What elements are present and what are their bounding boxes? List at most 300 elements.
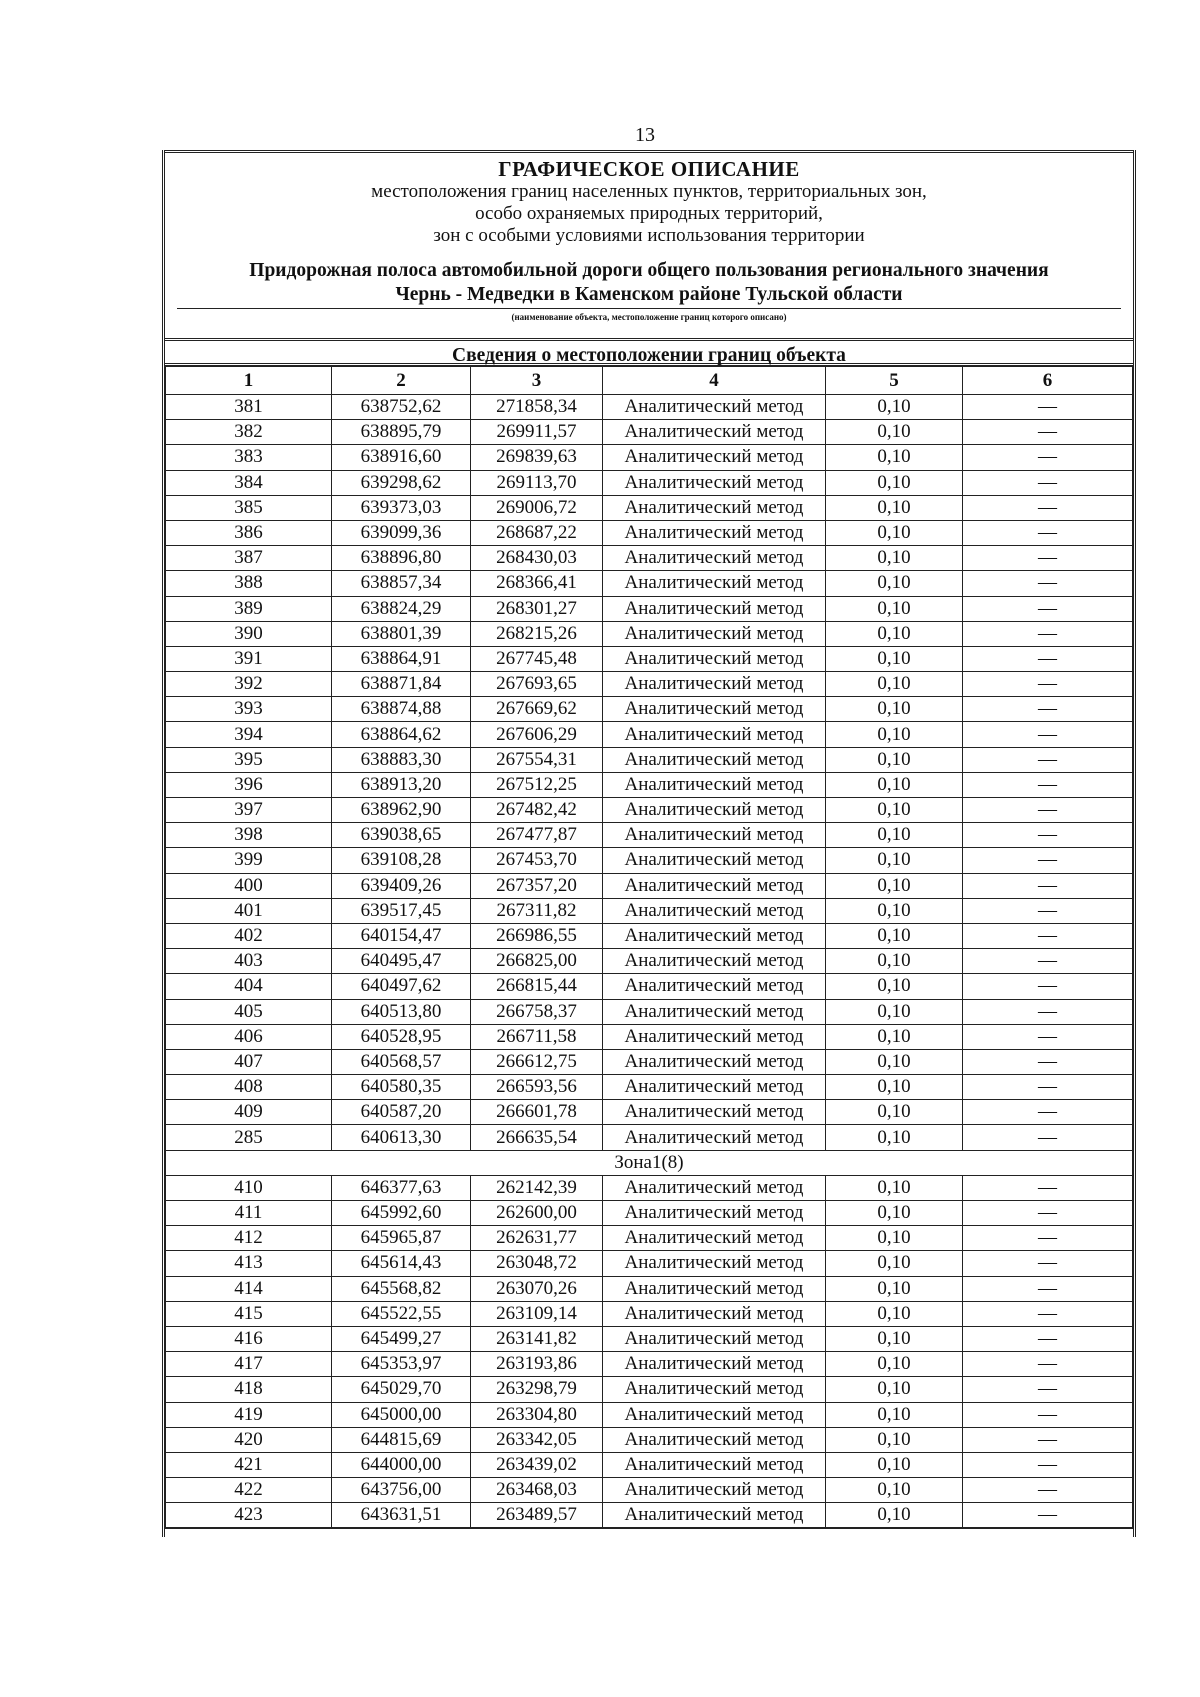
y-coordinate-cell: 263298,79 bbox=[471, 1377, 603, 1402]
table-row bbox=[166, 470, 1133, 495]
page-number: 13 bbox=[635, 124, 655, 146]
y-coordinate-cell: 269839,63 bbox=[471, 445, 603, 470]
method-cell: Аналитический метод bbox=[603, 495, 826, 520]
x-coordinate-cell: 638895,79 bbox=[332, 420, 471, 445]
x-coordinate-cell: 645029,70 bbox=[332, 1377, 471, 1402]
column-header: 1 bbox=[166, 367, 332, 395]
table-row bbox=[166, 1049, 1133, 1074]
description-cell: — bbox=[963, 495, 1133, 520]
method-cell: Аналитический метод bbox=[603, 1251, 826, 1276]
table-row bbox=[166, 1100, 1133, 1125]
accuracy-cell: 0,10 bbox=[826, 571, 963, 596]
table-row bbox=[166, 1427, 1133, 1452]
y-coordinate-cell: 266825,00 bbox=[471, 949, 603, 974]
point-number-cell: 412 bbox=[166, 1226, 332, 1251]
point-number-cell: 408 bbox=[166, 1075, 332, 1100]
x-coordinate-cell: 639409,26 bbox=[332, 873, 471, 898]
method-cell: Аналитический метод bbox=[603, 1226, 826, 1251]
table-body bbox=[166, 395, 1133, 1528]
accuracy-cell: 0,10 bbox=[826, 1251, 963, 1276]
x-coordinate-cell: 638752,62 bbox=[332, 395, 471, 420]
y-coordinate-cell: 267477,87 bbox=[471, 823, 603, 848]
column-header: 4 bbox=[603, 367, 826, 395]
point-number-cell: 419 bbox=[166, 1402, 332, 1427]
method-cell: Аналитический метод bbox=[603, 823, 826, 848]
method-cell: Аналитический метод bbox=[603, 1301, 826, 1326]
accuracy-cell: 0,10 bbox=[826, 470, 963, 495]
accuracy-cell: 0,10 bbox=[826, 1201, 963, 1226]
description-cell: — bbox=[963, 1478, 1133, 1503]
y-coordinate-cell: 266601,78 bbox=[471, 1100, 603, 1125]
point-number-cell: 415 bbox=[166, 1301, 332, 1326]
table-row bbox=[166, 672, 1133, 697]
description-cell: — bbox=[963, 1352, 1133, 1377]
x-coordinate-cell: 644000,00 bbox=[332, 1452, 471, 1477]
table-row bbox=[166, 923, 1133, 948]
table-row bbox=[166, 1276, 1133, 1301]
y-coordinate-cell: 263342,05 bbox=[471, 1427, 603, 1452]
table-row bbox=[166, 999, 1133, 1024]
y-coordinate-cell: 267669,62 bbox=[471, 697, 603, 722]
description-cell: — bbox=[963, 949, 1133, 974]
accuracy-cell: 0,10 bbox=[826, 1276, 963, 1301]
point-number-cell: 397 bbox=[166, 798, 332, 823]
accuracy-cell: 0,10 bbox=[826, 1478, 963, 1503]
x-coordinate-cell: 638871,84 bbox=[332, 672, 471, 697]
method-cell: Аналитический метод bbox=[603, 470, 826, 495]
point-number-cell: 381 bbox=[166, 395, 332, 420]
description-cell: — bbox=[963, 445, 1133, 470]
document-title: ГРАФИЧЕСКОЕ ОПИСАНИЕ bbox=[498, 157, 800, 181]
accuracy-cell: 0,10 bbox=[826, 823, 963, 848]
x-coordinate-cell: 638857,34 bbox=[332, 571, 471, 596]
method-cell: Аналитический метод bbox=[603, 1075, 826, 1100]
table-row bbox=[166, 1024, 1133, 1049]
accuracy-cell: 0,10 bbox=[826, 420, 963, 445]
y-coordinate-cell: 263048,72 bbox=[471, 1251, 603, 1276]
method-cell: Аналитический метод bbox=[603, 571, 826, 596]
y-coordinate-cell: 267554,31 bbox=[471, 747, 603, 772]
object-name-line-1: Придорожная полоса автомобильной дороги общего пользования регионального значения bbox=[249, 260, 1049, 281]
object-name-line-2: Чернь - Медведки в Каменском районе Тульской области bbox=[395, 284, 903, 305]
table-header-row bbox=[166, 367, 1133, 395]
y-coordinate-cell: 262600,00 bbox=[471, 1201, 603, 1226]
method-cell: Аналитический метод bbox=[603, 646, 826, 671]
x-coordinate-cell: 645992,60 bbox=[332, 1201, 471, 1226]
description-cell: — bbox=[963, 1503, 1133, 1528]
point-number-cell: 398 bbox=[166, 823, 332, 848]
x-coordinate-cell: 640568,57 bbox=[332, 1049, 471, 1074]
description-cell: — bbox=[963, 470, 1133, 495]
description-cell: — bbox=[963, 520, 1133, 545]
accuracy-cell: 0,10 bbox=[826, 697, 963, 722]
accuracy-cell: 0,10 bbox=[826, 445, 963, 470]
method-cell: Аналитический метод bbox=[603, 1049, 826, 1074]
y-coordinate-cell: 267357,20 bbox=[471, 873, 603, 898]
method-cell: Аналитический метод bbox=[603, 772, 826, 797]
y-coordinate-cell: 267693,65 bbox=[471, 672, 603, 697]
method-cell: Аналитический метод bbox=[603, 546, 826, 571]
zone-row bbox=[166, 1150, 1133, 1175]
y-coordinate-cell: 267512,25 bbox=[471, 772, 603, 797]
method-cell: Аналитический метод bbox=[603, 999, 826, 1024]
y-coordinate-cell: 269113,70 bbox=[471, 470, 603, 495]
y-coordinate-cell: 266711,58 bbox=[471, 1024, 603, 1049]
description-cell: — bbox=[963, 848, 1133, 873]
point-number-cell: 388 bbox=[166, 571, 332, 596]
y-coordinate-cell: 263489,57 bbox=[471, 1503, 603, 1528]
y-coordinate-cell: 263439,02 bbox=[471, 1452, 603, 1477]
point-number-cell: 400 bbox=[166, 873, 332, 898]
method-cell: Аналитический метод bbox=[603, 596, 826, 621]
point-number-cell: 416 bbox=[166, 1326, 332, 1351]
description-cell: — bbox=[963, 1100, 1133, 1125]
table-row bbox=[166, 974, 1133, 999]
accuracy-cell: 0,10 bbox=[826, 672, 963, 697]
point-number-cell: 387 bbox=[166, 546, 332, 571]
point-number-cell: 405 bbox=[166, 999, 332, 1024]
y-coordinate-cell: 267311,82 bbox=[471, 898, 603, 923]
point-number-cell: 386 bbox=[166, 520, 332, 545]
y-coordinate-cell: 263070,26 bbox=[471, 1276, 603, 1301]
accuracy-cell: 0,10 bbox=[826, 1402, 963, 1427]
point-number-cell: 392 bbox=[166, 672, 332, 697]
point-number-cell: 422 bbox=[166, 1478, 332, 1503]
method-cell: Аналитический метод bbox=[603, 621, 826, 646]
table-row bbox=[166, 848, 1133, 873]
description-cell: — bbox=[963, 1175, 1133, 1200]
y-coordinate-cell: 262631,77 bbox=[471, 1226, 603, 1251]
table-row bbox=[166, 1125, 1133, 1150]
y-coordinate-cell: 269006,72 bbox=[471, 495, 603, 520]
description-cell: — bbox=[963, 420, 1133, 445]
x-coordinate-cell: 645499,27 bbox=[332, 1326, 471, 1351]
x-coordinate-cell: 639038,65 bbox=[332, 823, 471, 848]
table-row bbox=[166, 747, 1133, 772]
accuracy-cell: 0,10 bbox=[826, 1075, 963, 1100]
y-coordinate-cell: 267745,48 bbox=[471, 646, 603, 671]
method-cell: Аналитический метод bbox=[603, 1352, 826, 1377]
table-row bbox=[166, 949, 1133, 974]
y-coordinate-cell: 267606,29 bbox=[471, 722, 603, 747]
accuracy-cell: 0,10 bbox=[826, 495, 963, 520]
x-coordinate-cell: 640613,30 bbox=[332, 1125, 471, 1150]
method-cell: Аналитический метод bbox=[603, 420, 826, 445]
accuracy-cell: 0,10 bbox=[826, 722, 963, 747]
x-coordinate-cell: 644815,69 bbox=[332, 1427, 471, 1452]
point-number-cell: 393 bbox=[166, 697, 332, 722]
table-row bbox=[166, 1503, 1133, 1528]
y-coordinate-cell: 263304,80 bbox=[471, 1402, 603, 1427]
y-coordinate-cell: 268366,41 bbox=[471, 571, 603, 596]
x-coordinate-cell: 639099,36 bbox=[332, 520, 471, 545]
table-row bbox=[166, 1377, 1133, 1402]
description-cell: — bbox=[963, 873, 1133, 898]
x-coordinate-cell: 645568,82 bbox=[332, 1276, 471, 1301]
point-number-cell: 382 bbox=[166, 420, 332, 445]
method-cell: Аналитический метод bbox=[603, 395, 826, 420]
y-coordinate-cell: 266758,37 bbox=[471, 999, 603, 1024]
point-number-cell: 401 bbox=[166, 898, 332, 923]
table-row bbox=[166, 772, 1133, 797]
table-row bbox=[166, 823, 1133, 848]
x-coordinate-cell: 640154,47 bbox=[332, 923, 471, 948]
description-cell: — bbox=[963, 747, 1133, 772]
x-coordinate-cell: 640513,80 bbox=[332, 999, 471, 1024]
y-coordinate-cell: 266986,55 bbox=[471, 923, 603, 948]
description-cell: — bbox=[963, 1427, 1133, 1452]
description-cell: — bbox=[963, 798, 1133, 823]
table-row bbox=[166, 621, 1133, 646]
point-number-cell: 285 bbox=[166, 1125, 332, 1150]
section-title: Сведения о местоположении границ объекта bbox=[165, 338, 1133, 366]
table-row bbox=[166, 1075, 1133, 1100]
x-coordinate-cell: 639373,03 bbox=[332, 495, 471, 520]
point-number-cell: 414 bbox=[166, 1276, 332, 1301]
method-cell: Аналитический метод bbox=[603, 1125, 826, 1150]
document-header bbox=[165, 150, 1133, 338]
x-coordinate-cell: 638962,90 bbox=[332, 798, 471, 823]
method-cell: Аналитический метод bbox=[603, 848, 826, 873]
point-number-cell: 418 bbox=[166, 1377, 332, 1402]
x-coordinate-cell: 638913,20 bbox=[332, 772, 471, 797]
x-coordinate-cell: 638896,80 bbox=[332, 546, 471, 571]
method-cell: Аналитический метод bbox=[603, 1201, 826, 1226]
accuracy-cell: 0,10 bbox=[826, 1503, 963, 1528]
method-cell: Аналитический метод bbox=[603, 1402, 826, 1427]
subtitle-line-1: местоположения границ населенных пунктов, территориальных зон, bbox=[371, 181, 927, 202]
table-row bbox=[166, 445, 1133, 470]
column-header: 3 bbox=[471, 367, 603, 395]
accuracy-cell: 0,10 bbox=[826, 873, 963, 898]
description-cell: — bbox=[963, 898, 1133, 923]
description-cell: — bbox=[963, 596, 1133, 621]
accuracy-cell: 0,10 bbox=[826, 1049, 963, 1074]
method-cell: Аналитический метод bbox=[603, 697, 826, 722]
y-coordinate-cell: 267453,70 bbox=[471, 848, 603, 873]
accuracy-cell: 0,10 bbox=[826, 923, 963, 948]
y-coordinate-cell: 269911,57 bbox=[471, 420, 603, 445]
x-coordinate-cell: 638824,29 bbox=[332, 596, 471, 621]
table-row bbox=[166, 596, 1133, 621]
bottom-rule bbox=[165, 1528, 1133, 1537]
table-row bbox=[166, 697, 1133, 722]
method-cell: Аналитический метод bbox=[603, 445, 826, 470]
method-cell: Аналитический метод bbox=[603, 974, 826, 999]
x-coordinate-cell: 638864,62 bbox=[332, 722, 471, 747]
x-coordinate-cell: 639517,45 bbox=[332, 898, 471, 923]
x-coordinate-cell: 639108,28 bbox=[332, 848, 471, 873]
accuracy-cell: 0,10 bbox=[826, 1427, 963, 1452]
description-cell: — bbox=[963, 546, 1133, 571]
y-coordinate-cell: 263193,86 bbox=[471, 1352, 603, 1377]
accuracy-cell: 0,10 bbox=[826, 621, 963, 646]
x-coordinate-cell: 640580,35 bbox=[332, 1075, 471, 1100]
method-cell: Аналитический метод bbox=[603, 923, 826, 948]
subtitle-line-2: особо охраняемых природных территорий, bbox=[475, 203, 823, 224]
table-row bbox=[166, 1251, 1133, 1276]
method-cell: Аналитический метод bbox=[603, 1175, 826, 1200]
description-cell: — bbox=[963, 1377, 1133, 1402]
x-coordinate-cell: 645353,97 bbox=[332, 1352, 471, 1377]
object-caption: (наименование объекта, местоположение границ которого описано) bbox=[511, 312, 787, 322]
accuracy-cell: 0,10 bbox=[826, 999, 963, 1024]
point-number-cell: 399 bbox=[166, 848, 332, 873]
point-number-cell: 389 bbox=[166, 596, 332, 621]
accuracy-cell: 0,10 bbox=[826, 1125, 963, 1150]
description-cell: — bbox=[963, 571, 1133, 596]
description-cell: — bbox=[963, 1402, 1133, 1427]
table-row bbox=[166, 571, 1133, 596]
y-coordinate-cell: 262142,39 bbox=[471, 1175, 603, 1200]
point-number-cell: 417 bbox=[166, 1352, 332, 1377]
point-number-cell: 411 bbox=[166, 1201, 332, 1226]
y-coordinate-cell: 266593,56 bbox=[471, 1075, 603, 1100]
accuracy-cell: 0,10 bbox=[826, 1301, 963, 1326]
x-coordinate-cell: 645000,00 bbox=[332, 1402, 471, 1427]
table-row bbox=[166, 1478, 1133, 1503]
point-number-cell: 410 bbox=[166, 1175, 332, 1200]
accuracy-cell: 0,10 bbox=[826, 1100, 963, 1125]
accuracy-cell: 0,10 bbox=[826, 949, 963, 974]
y-coordinate-cell: 267482,42 bbox=[471, 798, 603, 823]
description-cell: — bbox=[963, 974, 1133, 999]
x-coordinate-cell: 638864,91 bbox=[332, 646, 471, 671]
accuracy-cell: 0,10 bbox=[826, 596, 963, 621]
y-coordinate-cell: 271858,34 bbox=[471, 395, 603, 420]
point-number-cell: 403 bbox=[166, 949, 332, 974]
table-row bbox=[166, 1201, 1133, 1226]
accuracy-cell: 0,10 bbox=[826, 1024, 963, 1049]
table-row bbox=[166, 520, 1133, 545]
accuracy-cell: 0,10 bbox=[826, 848, 963, 873]
point-number-cell: 413 bbox=[166, 1251, 332, 1276]
method-cell: Аналитический метод bbox=[603, 898, 826, 923]
accuracy-cell: 0,10 bbox=[826, 1352, 963, 1377]
point-number-cell: 404 bbox=[166, 974, 332, 999]
method-cell: Аналитический метод bbox=[603, 747, 826, 772]
x-coordinate-cell: 638801,39 bbox=[332, 621, 471, 646]
description-cell: — bbox=[963, 772, 1133, 797]
table-row bbox=[166, 898, 1133, 923]
method-cell: Аналитический метод bbox=[603, 1427, 826, 1452]
point-number-cell: 409 bbox=[166, 1100, 332, 1125]
x-coordinate-cell: 645614,43 bbox=[332, 1251, 471, 1276]
description-cell: — bbox=[963, 1125, 1133, 1150]
method-cell: Аналитический метод bbox=[603, 1024, 826, 1049]
coordinates-table bbox=[165, 366, 1133, 1528]
description-cell: — bbox=[963, 1226, 1133, 1251]
table-row bbox=[166, 1301, 1133, 1326]
method-cell: Аналитический метод bbox=[603, 1452, 826, 1477]
description-cell: — bbox=[963, 1251, 1133, 1276]
x-coordinate-cell: 640587,20 bbox=[332, 1100, 471, 1125]
description-cell: — bbox=[963, 1201, 1133, 1226]
accuracy-cell: 0,10 bbox=[826, 1452, 963, 1477]
point-number-cell: 383 bbox=[166, 445, 332, 470]
accuracy-cell: 0,10 bbox=[826, 974, 963, 999]
point-number-cell: 394 bbox=[166, 722, 332, 747]
table-row bbox=[166, 1226, 1133, 1251]
description-cell: — bbox=[963, 1049, 1133, 1074]
method-cell: Аналитический метод bbox=[603, 949, 826, 974]
point-number-cell: 384 bbox=[166, 470, 332, 495]
column-header: 6 bbox=[963, 367, 1133, 395]
point-number-cell: 423 bbox=[166, 1503, 332, 1528]
accuracy-cell: 0,10 bbox=[826, 1226, 963, 1251]
y-coordinate-cell: 268215,26 bbox=[471, 621, 603, 646]
table-row bbox=[166, 546, 1133, 571]
zone-label: Зона1(8) bbox=[166, 1150, 1133, 1175]
y-coordinate-cell: 263109,14 bbox=[471, 1301, 603, 1326]
table-row bbox=[166, 1175, 1133, 1200]
description-cell: — bbox=[963, 1024, 1133, 1049]
table-row bbox=[166, 1326, 1133, 1351]
point-number-cell: 420 bbox=[166, 1427, 332, 1452]
method-cell: Аналитический метод bbox=[603, 1503, 826, 1528]
point-number-cell: 421 bbox=[166, 1452, 332, 1477]
description-cell: — bbox=[963, 395, 1133, 420]
description-cell: — bbox=[963, 823, 1133, 848]
table-row bbox=[166, 798, 1133, 823]
y-coordinate-cell: 263141,82 bbox=[471, 1326, 603, 1351]
table-row bbox=[166, 1452, 1133, 1477]
x-coordinate-cell: 639298,62 bbox=[332, 470, 471, 495]
point-number-cell: 406 bbox=[166, 1024, 332, 1049]
subtitle-line-3: зон с особыми условиями использования территории bbox=[433, 225, 865, 246]
y-coordinate-cell: 266815,44 bbox=[471, 974, 603, 999]
column-header: 2 bbox=[332, 367, 471, 395]
description-cell: — bbox=[963, 621, 1133, 646]
x-coordinate-cell: 638874,88 bbox=[332, 697, 471, 722]
accuracy-cell: 0,10 bbox=[826, 1326, 963, 1351]
table-row bbox=[166, 646, 1133, 671]
object-name-underline bbox=[177, 308, 1121, 309]
method-cell: Аналитический метод bbox=[603, 1377, 826, 1402]
description-cell: — bbox=[963, 697, 1133, 722]
table-row bbox=[166, 395, 1133, 420]
point-number-cell: 390 bbox=[166, 621, 332, 646]
method-cell: Аналитический метод bbox=[603, 520, 826, 545]
y-coordinate-cell: 268687,22 bbox=[471, 520, 603, 545]
x-coordinate-cell: 640497,62 bbox=[332, 974, 471, 999]
accuracy-cell: 0,10 bbox=[826, 1377, 963, 1402]
accuracy-cell: 0,10 bbox=[826, 546, 963, 571]
y-coordinate-cell: 268301,27 bbox=[471, 596, 603, 621]
description-cell: — bbox=[963, 672, 1133, 697]
x-coordinate-cell: 640528,95 bbox=[332, 1024, 471, 1049]
x-coordinate-cell: 638916,60 bbox=[332, 445, 471, 470]
point-number-cell: 407 bbox=[166, 1049, 332, 1074]
description-cell: — bbox=[963, 1301, 1133, 1326]
accuracy-cell: 0,10 bbox=[826, 747, 963, 772]
document-frame bbox=[162, 150, 1136, 1537]
method-cell: Аналитический метод bbox=[603, 873, 826, 898]
description-cell: — bbox=[963, 1452, 1133, 1477]
x-coordinate-cell: 645965,87 bbox=[332, 1226, 471, 1251]
method-cell: Аналитический метод bbox=[603, 1326, 826, 1351]
description-cell: — bbox=[963, 722, 1133, 747]
accuracy-cell: 0,10 bbox=[826, 1175, 963, 1200]
x-coordinate-cell: 643756,00 bbox=[332, 1478, 471, 1503]
method-cell: Аналитический метод bbox=[603, 1478, 826, 1503]
x-coordinate-cell: 640495,47 bbox=[332, 949, 471, 974]
x-coordinate-cell: 643631,51 bbox=[332, 1503, 471, 1528]
method-cell: Аналитический метод bbox=[603, 672, 826, 697]
column-header: 5 bbox=[826, 367, 963, 395]
description-cell: — bbox=[963, 1075, 1133, 1100]
description-cell: — bbox=[963, 646, 1133, 671]
